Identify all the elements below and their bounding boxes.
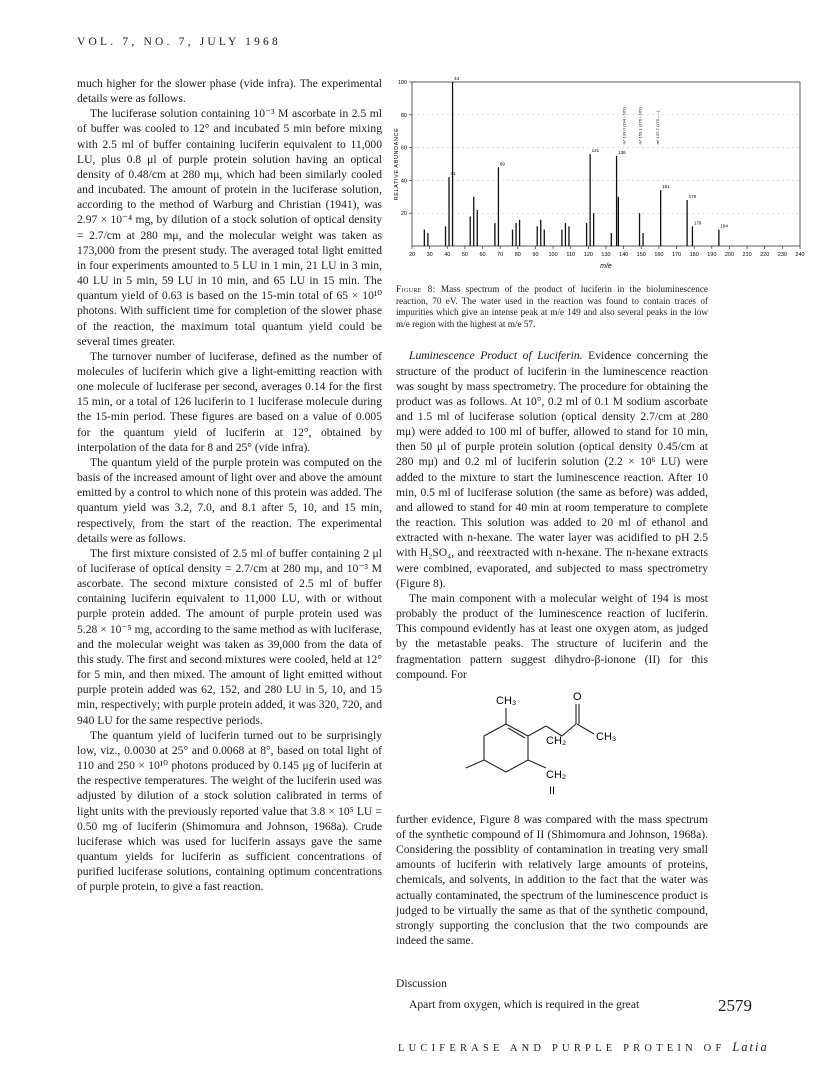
metastable-annotation: m* 159.1 (176→161) [637,107,643,145]
x-tick-label: 30 [426,252,433,258]
x-tick-label: 200 [724,252,735,258]
x-tick-label: 240 [795,252,805,258]
left-paragraph: The turnover number of luciferase, defined as the number of molecules of luciferin which give a light-emitting reaction with one molecule of luciferase per second, averages 0.14 for the first 15 min, or a total of 126 luciferin to 1 luciferase molecule during the 15-min period. These figures are based on a value of 0.005 for the quantum yield of luciferin at 12°, obtained by interpolation of the data for 8 and 25° (vide infra). [77,349,382,454]
caption-label: Figure 8: [396,284,436,294]
x-tick-label: 160 [654,252,664,258]
left-paragraph: The quantum yield of the purple protein was computed on the basis of the increased amount of light over and above the amount emitted by a control to which none of this protein was added. The quantum yield was 3.2, 7.0, and 8.1 after 5, 10, and 15 min, respectively, from the start of the reaction. The experimental details were as follows. [77,455,382,545]
x-tick-label: 80 [514,252,521,258]
left-column [77,76,382,894]
x-tick-label: 230 [777,252,787,258]
x-tick-label: 130 [601,252,611,258]
peak-label: 121 [591,148,600,154]
metastable-annotation: m* 133.0 (194→161) [621,107,627,145]
paragraph-main-component: The main component with a molecular weight of 194 is most probably the product of the luminescence reaction of luciferin. This compound evidently has at least one oxygen atom, as judged by the metastable peaks. The structure of luciferin and the fragmentation pattern suggest dihydro-β-ionone (II) for this compound. For [396,591,708,681]
x-tick-label: 220 [760,252,770,258]
structure-ch3-top: CH₃ [496,694,517,707]
running-header: VOL. 7, NO. 7, JULY 1968 [77,36,281,48]
structure-oxygen: O [573,690,582,703]
x-tick-label: 40 [444,252,451,258]
y-tick-label: 40 [400,178,407,185]
left-paragraph: The quantum yield of luciferin turned out to be surprisingly low, viz., 0.0030 at 25° and 0.0068 at 8°, based on total light of 110 and 250 × 10¹⁰ photons produced by 0.145 μg of luciferin at the respective temperatures. The weight of the luciferin used was adjusted by dilution of a stock solution calibrated in terms of light units with the previously reported value that 3.8 × 10⁵ LU = 0.50 mg of luciferin (Shimomura and Johnson, 1968a). Crude luciferase which was used for luciferin assays gave the same quantum yields for luciferin as sufficient concentrations of purified luciferase solutions, containing optimum concentrations of purple protein, to give a fast reaction. [77,728,382,894]
peak-label: 41 [450,171,456,177]
x-tick-label: 190 [707,252,717,258]
structure-ch2-b: CH₂ [546,768,567,781]
structure-ch3-right: CH₃ [596,730,617,743]
peak-label: 136 [618,149,626,155]
y-tick-label: 100 [397,80,407,86]
discussion-text: Apart from oxygen, which is required in the great [409,998,640,1012]
structure-label: II [549,784,556,797]
paragraph-luminescence-product: Luminescence Product of Luciferin. Evidence concerning the structure of the product of luciferin in the luminescence reaction was sought by mass spectrometry. The procedure for obtaining the product was as follows. At 10°, 0.2 ml of 0.1 M sodium ascorbate and 1.5 ml of luciferase solution (optical density 2.7/cm at 280 mμ) were added to 100 ml of buffer, allowed to stand for 10 min, then 50 μl of purple protein solution (optical density 0.45/cm at 280 mμ) and 0.2 ml of luciferin solution (2.2 × 10⁶ LU) were added to the mixture to start the luminescence reaction. After 10 min, 0.5 ml of luciferase solution (the same as before) was added, and allowed to stand for 40 min at room temperature to complete the reaction. This solution was added to 20 ml of ethanol and extracted with n-hexane. The water layer was acidified to pH 2.5 with H₂SO₄, and reextracted with n-hexane. The n-hexane extracts were combined, evaporated, and subjected to mass spectrometry (Figure 8). [396,349,708,590]
x-tick-label: 20 [408,252,416,258]
peak-label: 179 [693,220,702,226]
y-axis-label: RELATIVE ABUNDANCE [394,127,400,201]
x-tick-label: 90 [532,252,539,258]
left-paragraph: The luciferase solution containing 10⁻³ M ascorbate in 2.5 ml of buffer was cooled to 12° and incubated 5 min before mixing with 2.5 ml of buffer containing luciferin equivalent to 11,000 LU, plus 0.8 μl of purple protein solution having an optical density of 0.48/cm at 280 mμ, which had been similarly cooled and incubated. The amount of protein in the luciferase solution, according to the method of Warburg and Christian (1941), was 2.97 × 10⁻⁴ mg, by dilution of a stock solution of optical density = 2.7/cm at 280 mμ, and the molecular weight was taken as 173,000 from the present study. The averaged total light emitted in four experiments amounted to 5 LU in 1 min, 21 LU in 3 min, 40 LU in 5 min, 59 LU in 10 min, and 65 LU in 15 min. The quantum yield of 0.63 is based on the 15-min total of 65 × 10¹⁰ photons. With sufficient time for completion of the slower phase of the reaction, the maximum total quantum yield could be several times greater. [77,107,382,348]
y-tick-label: 20 [400,211,407,218]
footer-genus: Latia [732,1040,769,1054]
left-paragraph: The first mixture consisted of 2.5 ml of buffer containing 2 μl of luciferase of optical density = 2.7/cm at 280 mμ, and 10⁻³ M ascorbate. The second mixture consisted of 2.5 ml of buffer containing luciferin equivalent to 11,000 LU, with or without purple protein added. The amount of purple protein used was 5.28 × 10⁻⁵ mg, according to the same method as with luciferase, and the molecular weight was taken as 39,000 from the data of this study. The first and second mixtures were cooled, held at 12° for 5 min, and then mixed. The amount of light emitted without purple protein added was 62, 152, and 280 LU in 5, 10, and 15 min, respectively; with purple protein added, it was 320, 720, and 940 LU for the same respective periods. [77,546,382,727]
x-tick-label: 170 [671,252,682,258]
caption-text: Mass spectrum of the product of luciferin in the bioluminescence reaction, 70 eV. The water used in the reaction was found to contain traces of impurities which give an intense peak at m/e 149 and also several peaks in the low m/e region with the highest at m/e 57. [396,284,709,329]
peak-label: 161 [662,184,670,190]
left-paragraph: much higher for the slower phase (vide infra). The experimental details were as follows. [77,77,382,106]
x-tick-label: 110 [566,252,576,258]
structure-drawing [396,686,708,806]
running-footer: LUCIFERASE AND PURPLE PROTEIN OF Latia [398,1040,769,1054]
x-tick-label: 100 [548,252,558,258]
x-tick-label: 180 [689,252,699,258]
chemical-structure-ii [396,686,708,806]
paragraph-further-evidence: further evidence, Figure 8 was compared with the mass spectrum of the synthetic compound of II (Shimomura and Johnson, 1968a). Considering the possiblity of contamination in treating very small amounts of luciferin with relatively large amounts of proteins, chemicals, and solvents, in addition to the fact that the water was actually contaminated, the spectrum of the luminescence product is judged to be virtually the same as that of the synthetic compound, strongly supporting the conclusion that the two compounds are indeed the same. [396,812,708,948]
metastable-annotation: m* 137.7 (179→...) [654,110,660,145]
peak-label: 69 [499,161,505,167]
y-tick-label: 60 [400,145,407,152]
x-tick-label: 210 [742,252,752,258]
x-tick-label: 50 [461,252,468,258]
x-tick-label: 60 [479,252,486,258]
x-tick-label: 150 [636,252,646,258]
section-title: Luminescence Product of Luciferin. [409,349,583,363]
x-tick-label: 120 [583,252,593,258]
peak-label: 43 [454,76,460,81]
y-tick-label: 80 [400,112,407,119]
structure-ch2-a: CH₂ [546,734,567,747]
x-axis-label: m/e [600,263,612,270]
discussion-heading: Discussion [396,977,447,991]
page-number: 2579 [718,996,752,1015]
figure-caption [396,284,708,330]
mass-spectrum-figure [382,76,812,282]
peak-label: 176 [688,194,697,200]
peak-label: 194 [720,223,728,229]
x-tick-label: 140 [619,252,629,258]
x-tick-label: 70 [497,252,504,258]
mass-spectrum-chart [382,76,812,282]
